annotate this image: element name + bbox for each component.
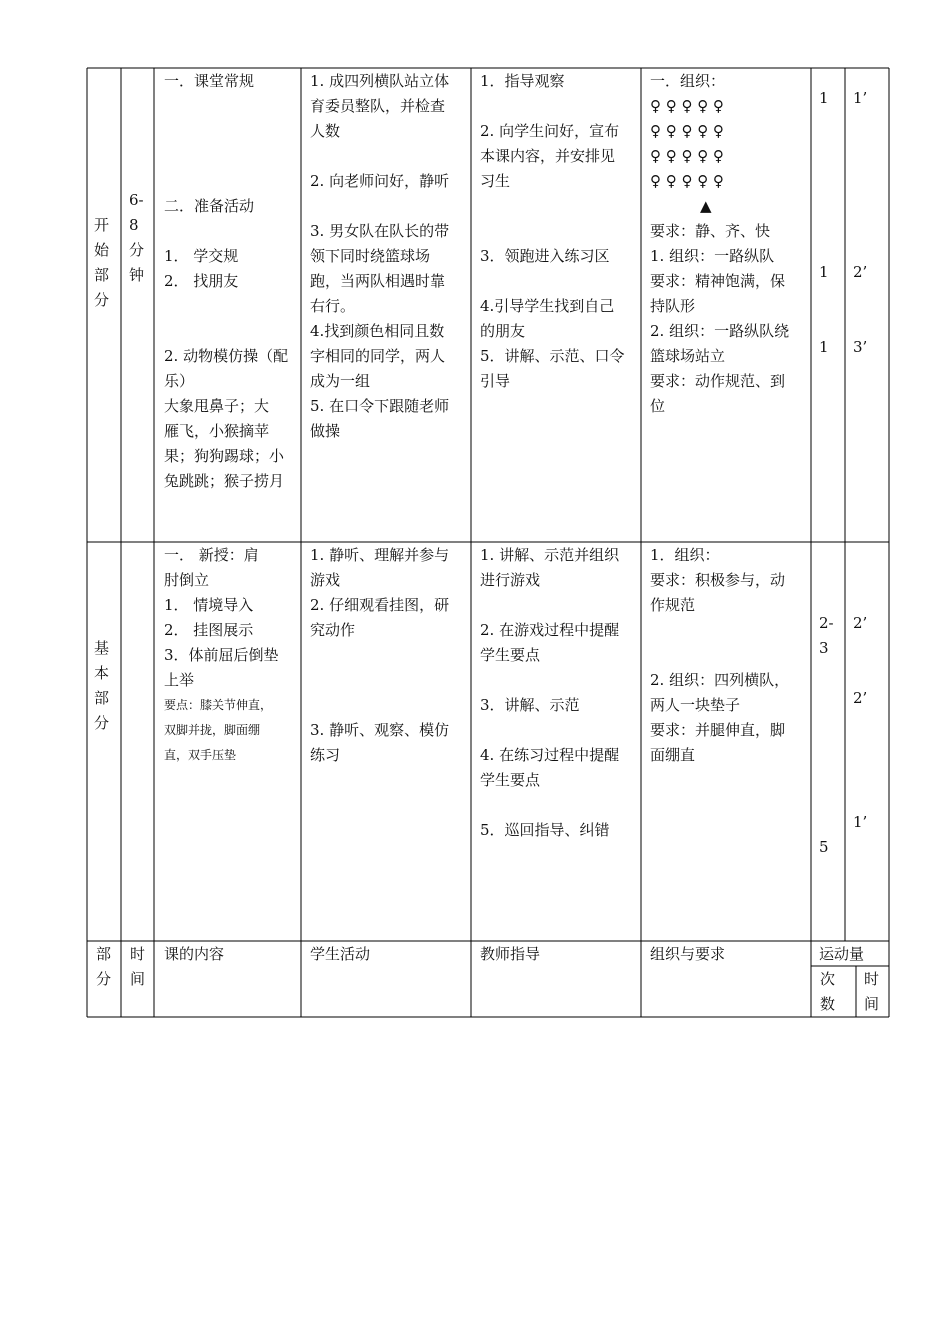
teacher-guidance-line: 2. 向学生问好，宣布 xyxy=(480,122,620,140)
content-line: 一．课堂常规 xyxy=(164,72,255,90)
student-activity-line: 究动作 xyxy=(310,621,356,639)
section2-part-text: 基本部分 xyxy=(94,639,110,732)
header-time-line-2: 间 xyxy=(130,970,146,988)
count-value: 1 xyxy=(819,338,829,356)
student-activity-line: 2. 向老师问好，静听 xyxy=(310,172,450,190)
formation-row: ♀ ♀ ♀ ♀ ♀ xyxy=(650,147,724,165)
content-line: 二．准备活动 xyxy=(164,197,255,215)
count-value: 1 xyxy=(819,89,829,107)
teacher-guidance-line: 学生要点 xyxy=(480,771,541,789)
content-line: 雁飞，小猴摘苹 xyxy=(164,422,270,440)
formation-row: ♀ ♀ ♀ ♀ ♀ xyxy=(650,172,724,190)
section1-time-cell xyxy=(129,188,144,288)
organization-line: 持队形 xyxy=(650,297,696,315)
student-activity-line: 4.找到颜色相同且数 xyxy=(310,322,445,340)
teacher-position-marker: ▲ xyxy=(700,197,712,215)
organization-line: 2. 组织：四列横队， xyxy=(650,671,790,689)
time-value: 2’ xyxy=(853,614,868,632)
section1-org-requirements xyxy=(650,219,789,419)
organization-line: 两人一块垫子 xyxy=(650,696,741,714)
section2-key-points xyxy=(164,693,279,768)
section2-part-label xyxy=(94,636,114,736)
content-line: 大象甩鼻子；大 xyxy=(164,397,270,415)
formation-row: ♀ ♀ ♀ ♀ ♀ xyxy=(650,122,724,140)
time-line: 6- xyxy=(129,191,144,209)
formation-row: ♀ ♀ ♀ ♀ ♀ xyxy=(650,97,724,115)
count-value: 5 xyxy=(819,838,829,856)
teacher-guidance-line: 习生 xyxy=(480,172,511,190)
header-part-line-2: 分 xyxy=(96,970,112,988)
key-point-line: 要点：膝关节伸直， xyxy=(164,698,273,712)
student-activity-line: 3. 静听、观察、模仿 xyxy=(310,721,450,739)
key-point-line: 直，双手压垫 xyxy=(164,748,237,762)
section1-student-activity-cell xyxy=(310,69,449,444)
organization-line: 要求：静、齐、快 xyxy=(650,222,771,240)
teacher-guidance-line: 5．巡回指导、纠错 xyxy=(480,821,610,839)
header-count-line-2: 数 xyxy=(820,995,836,1013)
header-duration xyxy=(864,967,879,1017)
content-line: 兔跳跳；猴子捞月 xyxy=(164,472,285,490)
time-value: 1’ xyxy=(853,813,868,831)
count-value: 3 xyxy=(819,639,829,657)
time-line: 钟 xyxy=(129,266,145,284)
time-value: 3’ xyxy=(853,338,868,356)
teacher-guidance-line: 3．讲解、示范 xyxy=(480,696,580,714)
header-content: 课的内容 xyxy=(164,945,225,963)
header-teacher-guidance: 教师指导 xyxy=(480,945,541,963)
header-exercise-load: 运动量 xyxy=(819,945,865,963)
section2-student-activity-cell xyxy=(310,543,449,768)
section2-content-lines xyxy=(164,543,279,693)
header-part-line-1: 部 xyxy=(96,945,112,963)
teacher-guidance-line: 1. 讲解、示范并组织 xyxy=(480,546,620,564)
organization-line: 要求：动作规范、到 xyxy=(650,372,786,390)
teacher-guidance-line: 1．指导观察 xyxy=(480,72,565,90)
content-line: 乐） xyxy=(164,372,195,390)
time-value: 2’ xyxy=(853,689,868,707)
student-activity-line: 成为一组 xyxy=(310,372,371,390)
organization-line: 2. 组织：一路纵队绕 xyxy=(650,322,790,340)
organization-line: 1．组织： xyxy=(650,546,720,564)
header-time xyxy=(130,942,145,992)
organization-line: 篮球场站立 xyxy=(650,347,726,365)
section1-teacher-guidance-cell xyxy=(480,69,625,394)
key-point-line: 双脚并拢，脚面绷 xyxy=(164,723,261,737)
content-line: 1． 学交规 xyxy=(164,247,239,265)
content-line: 2. 动物模仿操（配 xyxy=(164,347,289,365)
header-count-line-1: 次 xyxy=(820,970,836,988)
teacher-guidance-line: 5．讲解、示范、口令 xyxy=(480,347,625,365)
content-line: 果；狗狗踢球；小 xyxy=(164,447,285,465)
teacher-guidance-line: 4. 在练习过程中提醒 xyxy=(480,746,620,764)
content-line: 3．体前屈后倒垫 xyxy=(164,646,279,664)
section2-content-cell xyxy=(164,543,279,768)
formation-diagram xyxy=(650,94,789,194)
student-activity-line: 游戏 xyxy=(310,571,341,589)
teacher-guidance-line: 进行游戏 xyxy=(480,571,541,589)
student-activity-line: 育委员整队，并检查 xyxy=(310,97,446,115)
time-line: 8 xyxy=(129,216,139,234)
section2-organization-cell xyxy=(650,543,789,768)
student-activity-line: 跑，当两队相遇时靠 xyxy=(310,272,446,290)
teacher-guidance-line: 4.引导学生找到自己 xyxy=(480,297,615,315)
teacher-guidance-line: 3．领跑进入练习区 xyxy=(480,247,610,265)
organization-line: 位 xyxy=(650,397,666,415)
header-part xyxy=(96,942,111,992)
teacher-guidance-line: 学生要点 xyxy=(480,646,541,664)
teacher-guidance-line: 本课内容，并安排见 xyxy=(480,147,616,165)
organization-line: 1. 组织：一路纵队 xyxy=(650,247,775,265)
organization-line: 要求：并腿伸直，脚 xyxy=(650,721,786,739)
student-activity-line: 2. 仔细观看挂图，研 xyxy=(310,596,450,614)
content-line: 肘倒立 xyxy=(164,571,210,589)
organization-line: 要求：积极参与，动 xyxy=(650,571,786,589)
student-activity-line: 字相同的同学，两人 xyxy=(310,347,446,365)
student-activity-line: 1. 成四列横队站立体 xyxy=(310,72,450,90)
student-activity-line: 1. 静听、理解并参与 xyxy=(310,546,450,564)
student-activity-line: 5. 在口令下跟随老师 xyxy=(310,397,450,415)
organization-line: 作规范 xyxy=(650,596,696,614)
content-line: 1． 情境导入 xyxy=(164,596,254,614)
section1-part-label xyxy=(94,213,114,313)
count-value: 1 xyxy=(819,263,829,281)
teacher-guidance-line: 2. 在游戏过程中提醒 xyxy=(480,621,620,639)
teacher-guidance-line: 引导 xyxy=(480,372,511,390)
time-value: 1’ xyxy=(853,89,868,107)
organization-line: 面绷直 xyxy=(650,746,696,764)
student-activity-line: 练习 xyxy=(310,746,341,764)
content-line: 2． 挂图展示 xyxy=(164,621,254,639)
section1-content-cell xyxy=(164,69,288,494)
student-activity-line: 3. 男女队在队长的带 xyxy=(310,222,450,240)
student-activity-line: 右行。 xyxy=(310,297,356,315)
content-line: 一． 新授：肩 xyxy=(164,546,259,564)
teacher-guidance-line: 的朋友 xyxy=(480,322,526,340)
content-line: 上举 xyxy=(164,671,195,689)
student-activity-line: 人数 xyxy=(310,122,341,140)
header-organization: 组织与要求 xyxy=(650,945,726,963)
student-activity-line: 领下同时绕篮球场 xyxy=(310,247,431,265)
header-duration-line-1: 时 xyxy=(864,970,880,988)
content-line: 2． 找朋友 xyxy=(164,272,239,290)
student-activity-line: 做操 xyxy=(310,422,341,440)
time-line: 分 xyxy=(129,241,145,259)
time-value: 2’ xyxy=(853,263,868,281)
header-time-line-1: 时 xyxy=(130,945,146,963)
section1-part-text: 开始部分 xyxy=(94,216,110,309)
header-student-activity: 学生活动 xyxy=(310,945,371,963)
header-count xyxy=(820,967,835,1017)
organization-line: 要求：精神饱满，保 xyxy=(650,272,786,290)
section1-organization-cell xyxy=(650,69,789,419)
header-duration-line-2: 间 xyxy=(864,995,880,1013)
count-value: 2- xyxy=(819,614,834,632)
section2-teacher-guidance-cell xyxy=(480,543,619,843)
section1-org-title: 一．组织： xyxy=(650,72,726,90)
